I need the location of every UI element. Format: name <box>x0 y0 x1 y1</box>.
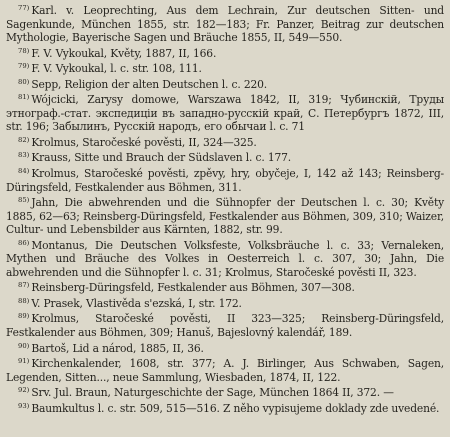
footnote-81 <box>6 91 444 134</box>
footnote-text: Karl. v. Leoprechting, Aus dem Lechrain, Zur deutschen Sitten- und Sagenkunde, München 1855, str. 182—183; Fr. Panzer, Beitrag zur deutschen Mythologie, Bayerische Sagen und Bräuche 1855, II, 549—550. <box>6 4 444 45</box>
footnote-marker: 84) <box>18 167 30 176</box>
footnote-marker: 87) <box>18 281 30 290</box>
footnote-84 <box>6 165 444 194</box>
footnote-78 <box>6 45 444 61</box>
footnote-marker: 86) <box>18 238 30 247</box>
footnote-91 <box>6 355 444 384</box>
footnote-text: Wójcicki, Zarysy domowe, Warszawa 1842, II, 319; Чубинскій, Труды этнограф.-стат. экспедиціи въ западно-русскій край, С. Петербургъ 1872, III, str. 196; Забылинъ, Русскій народъ, его обычаи l. c. 71 <box>6 93 444 134</box>
footnote-text: Sepp, Religion der alten Deutschen l. c. 220. <box>31 77 268 91</box>
footnote-marker: 82) <box>18 135 30 144</box>
footnote-90 <box>6 340 444 356</box>
footnote-80 <box>6 76 444 92</box>
footnote-83 <box>6 149 444 165</box>
footnote-marker: 77) <box>18 4 30 12</box>
footnote-text: F. V. Vykoukal, l. c. str. 108, 111. <box>31 62 202 76</box>
footnote-text: F. V. Vykoukal, Květy, 1887, II, 166. <box>31 46 217 60</box>
footnote-87 <box>6 279 444 295</box>
footnote-86 <box>6 237 444 280</box>
footnote-text: Krolmus, Staročeské pověsti, II 323—325; Reinsberg-Düringsfeld, Festkalender aus Böhmen, 309; Hanuš, Bajeslovný kalendář, 189. <box>6 312 444 340</box>
footnote-93 <box>6 400 444 416</box>
footnote-text: V. Prasek, Vlastivěda s'ezská, I, str. 172. <box>31 296 242 310</box>
footnote-text: Reinsberg-Düringsfeld, Festkalender aus Böhmen, 307—308. <box>31 281 355 295</box>
footnote-marker: 85) <box>18 196 30 205</box>
footnote-marker: 91) <box>18 357 30 366</box>
footnote-marker: 89) <box>18 312 30 321</box>
footnote-88 <box>6 295 444 311</box>
footnote-text: Krauss, Sitte und Brauch der Südslaven l. c. 177. <box>31 151 292 165</box>
footnote-text: Bartoš, Lid a národ, 1885, II, 36. <box>31 341 204 355</box>
footnote-79 <box>6 60 444 76</box>
footnote-marker: 79) <box>18 62 30 71</box>
footnote-marker: 80) <box>18 77 30 86</box>
footnote-85 <box>6 194 444 237</box>
footnote-marker: 78) <box>18 46 30 55</box>
footnote-marker: 88) <box>18 296 30 305</box>
footnote-text: Srv. Jul. Braun, Naturgeschichte der Sage, München 1864 II, 372. — <box>31 386 394 400</box>
footnote-82 <box>6 134 444 150</box>
footnote-77 <box>6 2 444 45</box>
footnote-text: Kirchenkalender, 1608, str. 377; A. J. Birlinger, Aus Schwaben, Sagen, Legenden, Sitten..., neue Sammlung, Wiesbaden, 1874, II, 122. <box>6 357 444 384</box>
footnote-marker: 83) <box>18 151 30 160</box>
footnote-text: Krolmus, Staročeské pověsti, zpěvy, hry, obyčeje, I, 142 až 143; Reinsberg-Düringsfeld, Festkalender aus Böhmen, 311. <box>6 167 444 194</box>
footnote-text: Krolmus, Staročeské pověsti, II, 324—325. <box>31 135 257 149</box>
footnote-text: Jahn, Die abwehrenden und die Sühnopfer der Deutschen l. c. 30; Květy 1885, 62—63; Reinsberg-Düringsfeld, Festkalender aus Böhmen, 309, 310; Waizer, Cultur- und Lebensbilder aus Kärnten, 1882, str. 99. <box>6 196 444 237</box>
footnote-marker: 90) <box>18 341 30 350</box>
footnote-marker: 92) <box>18 386 30 395</box>
footnote-marker: 93) <box>18 401 30 410</box>
footnote-89 <box>6 310 444 339</box>
footnote-text: Baumkultus l. c. str. 509, 515—516. Z něho vypisujeme doklady zde uvedené. <box>31 401 440 415</box>
footnote-marker: 81) <box>18 93 30 102</box>
footnote-text: Montanus, Die Deutschen Volksfeste, Volksbräuche l. c. 33; Vernaleken, Mythen und Bräuche des Volkes in Oesterreich l. c. 307, 30; Jahn, Die abwehrenden und die Sühnopfer l. c. 31; Krolmus, Staročeské pověsti II, 323. <box>6 238 444 279</box>
footnote-92 <box>6 384 444 400</box>
